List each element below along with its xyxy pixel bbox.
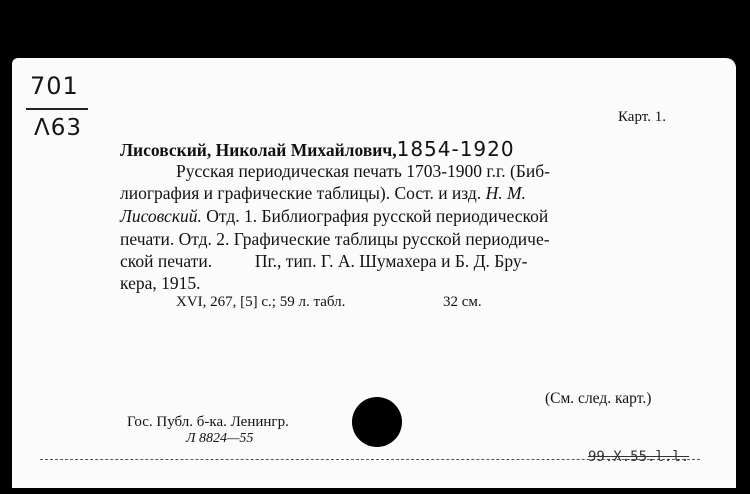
body-line-2-text: лиография и графические таблицы). Сост. и изд. xyxy=(120,183,482,203)
call-number-top: 701 xyxy=(30,72,79,100)
card-number-label: Карт. 1. xyxy=(618,109,666,125)
size: 32 см. xyxy=(443,294,482,310)
body-line-3-text: Отд. 1. Библиография русской периодической xyxy=(206,206,549,226)
body-line-4: печати. Отд. 2. Графические таблицы русской периодиче- xyxy=(120,229,550,249)
library-name: Гос. Публ. б-ка. Ленингр. xyxy=(127,414,289,430)
physical-description: XVI, 267, [5] с.; 59 л. табл. xyxy=(176,294,346,310)
body-line-3 xyxy=(120,206,548,227)
author-line xyxy=(120,137,515,161)
call-number-bottom: Λ63 xyxy=(34,115,83,141)
body-line-5 xyxy=(120,251,527,272)
library-code: Л 8824—55 xyxy=(186,431,254,446)
body-line-5b: Пг., тип. Г. А. Шумахера и Б. Д. Бру- xyxy=(254,251,528,271)
body-editor-initials: Н. М. xyxy=(485,183,526,203)
body-line-2 xyxy=(120,183,526,204)
stamp-number: 99.X.55.l.l. xyxy=(588,449,690,465)
author-name: Лисовский, Николай Михайлович, xyxy=(120,140,397,160)
body-editor-surname: Лисовский. xyxy=(120,206,202,226)
punch-hole xyxy=(352,397,402,447)
continuation-note: (См. след. карт.) xyxy=(545,390,652,407)
call-number-divider xyxy=(26,108,88,110)
body-line-6: кера, 1915. xyxy=(120,273,201,293)
body-line-5a: ской печати. xyxy=(120,251,213,271)
handwritten-dates: 1854-1920 xyxy=(396,137,515,161)
body-line-1: Русская периодическая печать 1703-1900 г.г. (Биб- xyxy=(176,161,550,181)
